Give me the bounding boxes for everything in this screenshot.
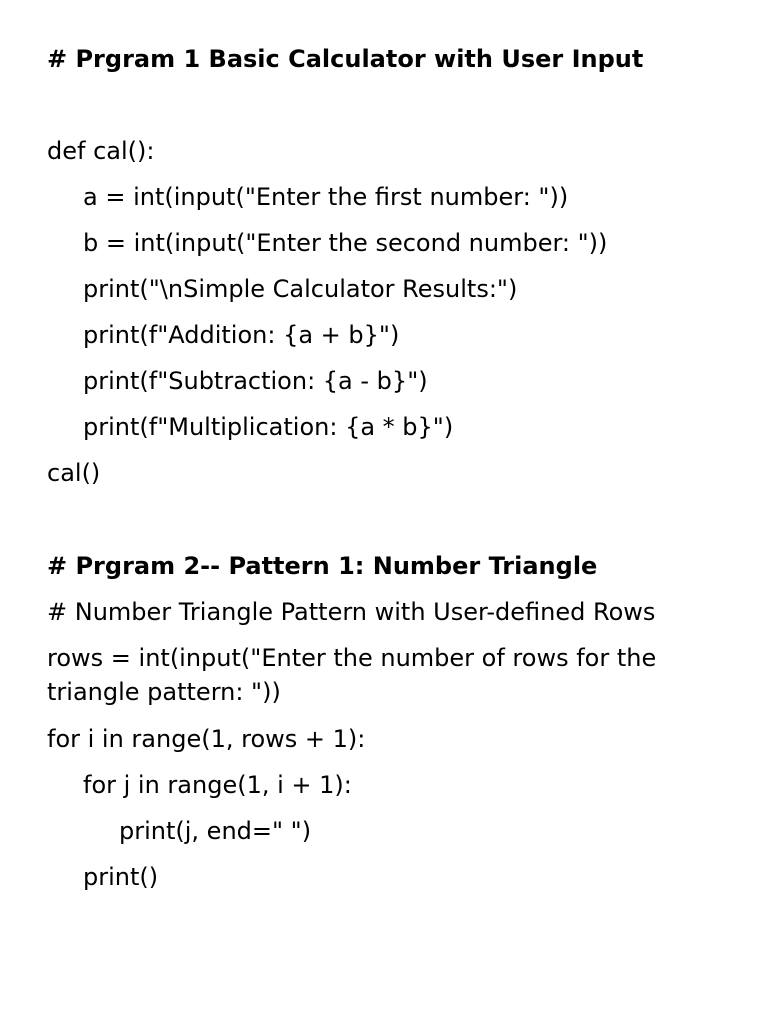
code-line: rows = int(input("Enter the number of rows for the triangle pattern: "))	[47, 644, 657, 706]
code-line: print("\nSimple Calculator Results:")	[83, 275, 518, 303]
code-line: for j in range(1, i + 1):	[83, 771, 352, 799]
code-comment: # Number Triangle Pattern with User-defined Rows	[47, 598, 656, 626]
code-line: cal()	[47, 459, 101, 487]
code-line: print(f"Subtraction: {a - b}")	[83, 367, 428, 395]
code-line: def cal():	[47, 137, 155, 165]
code-line: b = int(input("Enter the second number: "))	[83, 229, 608, 257]
code-line: a = int(input("Enter the first number: "))	[83, 183, 569, 211]
code-line: print()	[83, 863, 159, 891]
code-line: print(j, end=" ")	[119, 817, 312, 845]
code-line: print(f"Multiplication: {a * b}")	[83, 413, 454, 441]
program2-heading: # Prgram 2-- Pattern 1: Number Triangle	[47, 552, 598, 580]
program1-heading: # Prgram 1 Basic Calculator with User Input	[47, 45, 644, 73]
code-line: print(f"Addition: {a + b}")	[83, 321, 400, 349]
code-line: for i in range(1, rows + 1):	[47, 725, 366, 753]
